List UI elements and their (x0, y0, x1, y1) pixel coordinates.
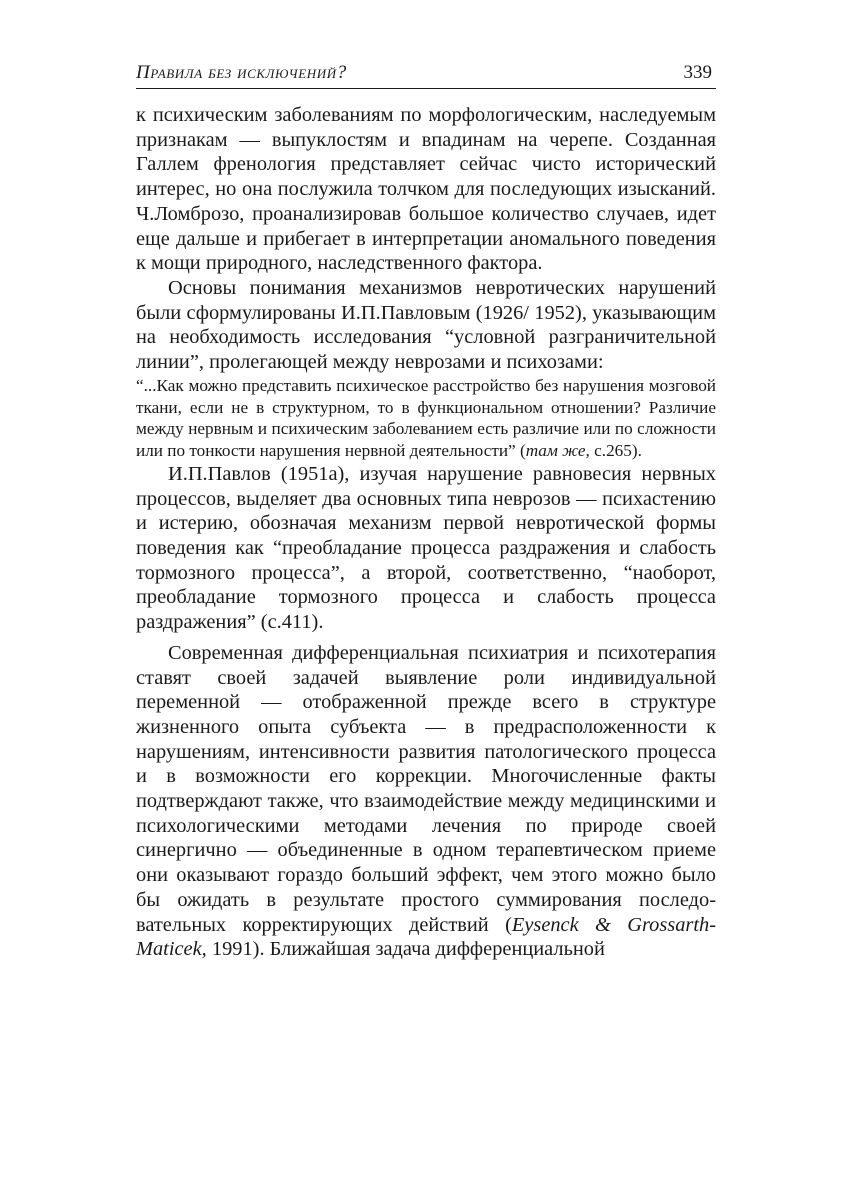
paragraph-2: Основы понимания механизмов невротических нарушений были сформулированы И.П.Павловым (1926/ 1952), указывающим на необходимость исследования “условной разграничительной линии”, пролегающей между неврозами и психозами: (136, 276, 716, 374)
paragraph-1: к психическим заболеваниям по морфологическим, наследуемым признакам — выпуклостям и впадинам на черепе. Созданная Галлем френология представляет сейчас чисто исторический интерес, но она послужила толчком для последующих изысканий. Ч.Ломброзо, проанализировав большое количество случаев, идет еще дальше и прибегает в интерпретации аномального поведения к мощи природного, наследственного фактора. (136, 104, 716, 275)
quote-end: с.265). (589, 441, 642, 461)
paragraph-3: И.П.Павлов (1951а), изучая нарушение равновесия нервных процессов, выделяет два основных типа неврозов — психастению и истерию, обозначая механизм первой невротической формы поведения как “преобладание процесса раздражения и слабость тормозного процесса”, а второй, соответственно, “наоборот, преобладание тормозного процесса и слабость процесса раздражения” (с.411). (136, 462, 716, 634)
quote-text: “...Как можно представить психическое расстройство без нарушения мозговой ткани, если не в структурном, то в функциональном отношении? Различие между нервным и психическим заболеванием есть различие или по сложности или по тонкости нарушения нервной деятельности” ( (136, 375, 716, 461)
block-quote (136, 375, 716, 462)
running-title: Правила без исключений? (136, 62, 347, 83)
body-text (136, 103, 716, 962)
paragraph-4 (136, 641, 716, 962)
page-number: 339 (683, 62, 712, 83)
running-header (136, 58, 716, 89)
paragraph-4-citation: Eysenck & Grossarth-Maticek (136, 913, 716, 961)
book-page (136, 58, 716, 962)
paragraph-4-text: Современная дифференциальная психиатрия и психотерапия ставят своей задачей выявление роли индивидуальной переменной — отображенной прежде всего в структуре жизненного опыта субъекта — в предрасположенности к нарушениям, интенсивности развития патологического процесса и в возможности его коррекции. Многочисленные факты подтверждают также, что взаимодействие между медицинскими и психологическими методами лечения по природе своей синергично — объединенные в одном терапевтическом приеме они оказывают гораздо больший эффект, чем этого можно было бы ожидать в результате простого суммирования последовательных корректирующих действий ( (136, 641, 716, 936)
quote-citation: там же, (525, 441, 590, 461)
paragraph-4-end: , 1991). Ближайшая задача дифференциальной (201, 938, 605, 961)
